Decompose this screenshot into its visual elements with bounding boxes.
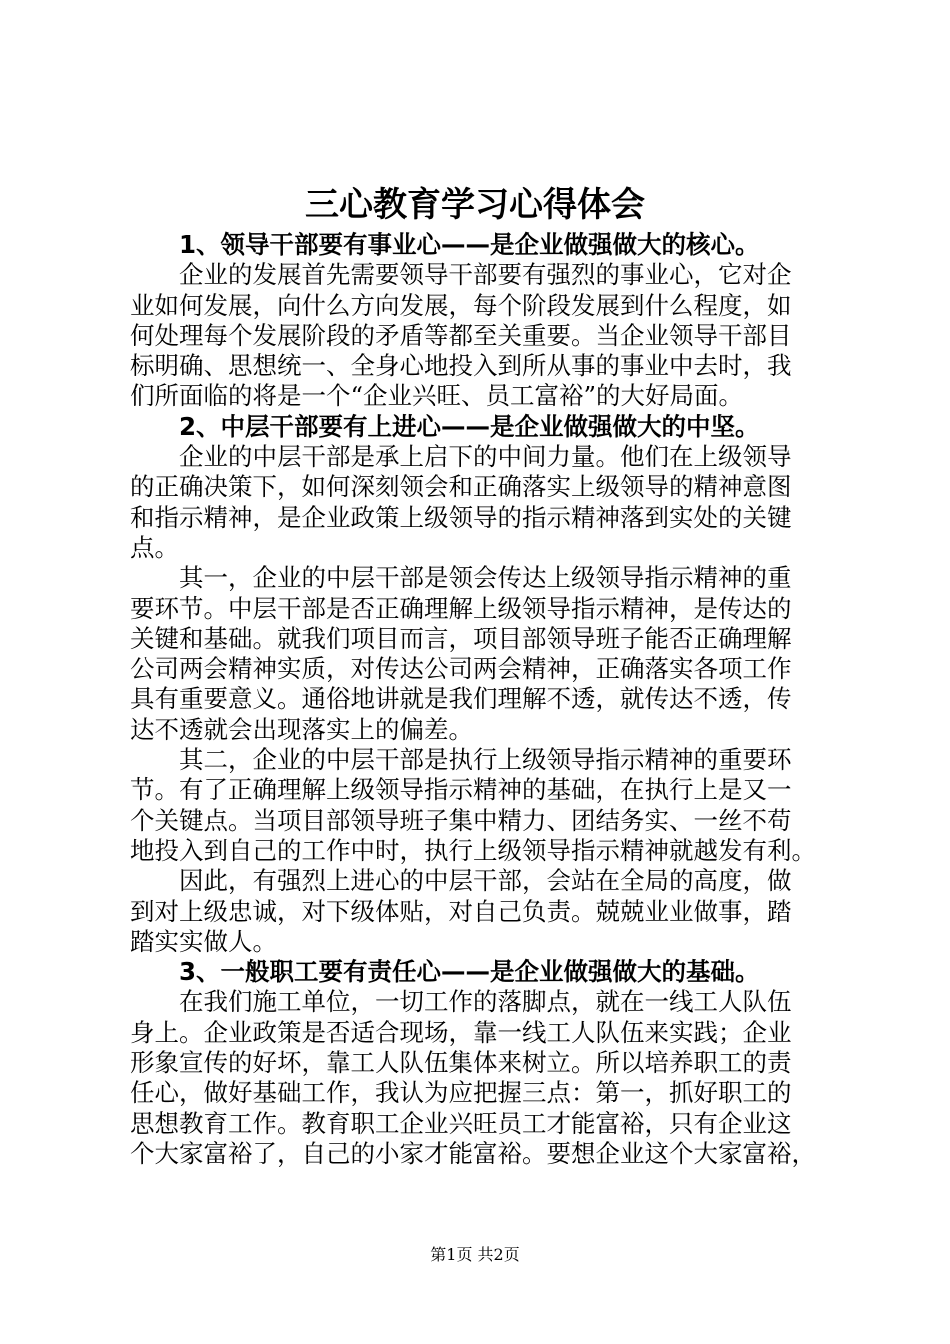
document-title: 三心教育学习心得体会 [305, 185, 645, 225]
paragraph: 在我们施工单位，一切工作的落脚点，就在一线工人队伍 身上。企业政策是否适合现场，靠一线工人队伍来实践；企业 形象宣传的好坏，靠工人队伍集体来树立。所以培养职工的责 任心，做好基础工作，我认为应把握三点：第一，抓好职工的 思想教育工作。教育职工企业兴旺员工才能富裕，只有企业这 个大家富裕了，自己的小家才能富裕。要想企业这个大家富裕， [130, 987, 816, 1168]
paragraph: 因此，有强烈上进心的中层干部，会站在全局的高度，做 到对上级忠诚，对下级体贴，对自己负责。兢兢业业做事，踏 踏实实做人。 [130, 866, 792, 956]
paragraph: 企业的中层干部是承上启下的中间力量。他们在上级领导 的正确决策下，如何深刻领会和正确落实上级领导的精神意图 和指示精神，是企业政策上级领导的指示精神落到实处的关键 点。 [130, 442, 792, 562]
page-footer: 第1页 共2页 [430, 1245, 520, 1264]
section-heading-1: 1、领导干部要有事业心——是企业做强做大的核心。 [179, 230, 760, 259]
paragraph: 其二，企业的中层干部是执行上级领导指示精神的重要环 节。有了正确理解上级领导指示精神的基础，在执行上是又一 个关键点。当项目部领导班子集中精力、团结务实、一丝不苟 地投入到自己的工作中时，执行上级领导指示精神就越发有利。 [130, 745, 816, 865]
paragraph: 其一，企业的中层干部是领会传达上级领导指示精神的重 要环节。中层干部是否正确理解上级领导指示精神，是传达的 关键和基础。就我们项目而言，项目部领导班子能否正确理解 公司两会精神实质，对传达公司两会精神，正确落实各项工作 具有重要意义。通俗地讲就是我们理解不透，就传达不透，传 达不透就会出现落实上的偏差。 [130, 563, 792, 744]
section-heading-2: 2、中层干部要有上进心——是企业做强做大的中坚。 [179, 411, 760, 441]
section-heading-3: 3、一般职工要有责任心——是企业做强做大的基础。 [179, 957, 760, 987]
document-body [130, 230, 830, 1169]
paragraph: 企业的发展首先需要领导干部要有强烈的事业心，它对企 业如何发展，向什么方向发展，每个阶段发展到什么程度，如 何处理每个发展阶段的矛盾等都至关重要。当企业领导干部目 标明确、思想统一、全身心地投入到所从事的事业中去时，我 们所面临的将是一个“企业兴旺、员工富裕”的大好局面。 [130, 260, 792, 411]
